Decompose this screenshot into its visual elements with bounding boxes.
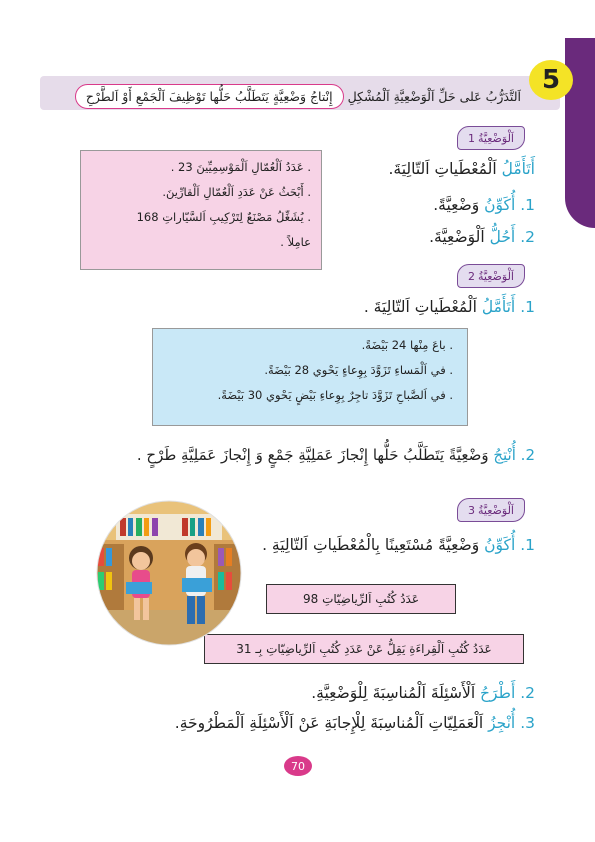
s1-item-0 xyxy=(389,160,536,178)
s2-item-1 xyxy=(364,298,535,316)
situation-tag-2 xyxy=(457,264,525,288)
s1-item-0-text: اَلْمُعْطَياتِ اَلتّالِيَةَ. xyxy=(388,160,502,178)
s3-item-1-index: 1. xyxy=(520,536,535,554)
s2-item-2-verb: أُنْتِجُ xyxy=(493,446,516,464)
s3-item-2 xyxy=(311,684,535,702)
situation-tag-1 xyxy=(457,126,525,150)
s2-data-line: . في اَلصَّباحِ تَزَوَّدَ تاجِرٌ بِوِعاءِ بَيْضٍ يَحْوي 30 بَيْضَةً. xyxy=(217,388,453,402)
s2-item-2-index: 2. xyxy=(520,446,535,464)
s1-item-2-text: اَلْوَضْعِيَّةَ. xyxy=(429,228,490,246)
s3-item-1-verb: أُكَوِّنُ xyxy=(484,536,516,554)
s2-data-line: . باعَ مِنْها 24 بَيْضَةً. xyxy=(361,338,453,352)
illustration-svg xyxy=(96,500,242,646)
situation-tag-label: اَلْوَضْعِيَّةُ xyxy=(478,131,514,145)
s1-item-1 xyxy=(433,196,535,214)
s2-item-1-verb: أَتَأَمَّلُ xyxy=(481,298,516,316)
s1-data-line: عامِلاً . xyxy=(280,235,311,249)
s3-item-1 xyxy=(262,536,535,554)
situation-tag-number: 1 xyxy=(468,131,476,145)
situation-tag-3 xyxy=(457,498,525,522)
side-tab xyxy=(565,38,595,228)
lesson-highlight: إِنْتاجُ وَضْعِيَّةٍ يَتَطَلَّبُ حَلُّها تَوْظِيفَ اَلْجَمْعِ أَوْ اَلطَّرْحِ xyxy=(75,84,344,109)
s2-item-1-text: اَلْمُعْطَياتِ اَلتّالِيَةَ . xyxy=(363,298,482,316)
s1-data-line: . يُشَغِّلُ مَصْنَعٌ لِتَرْكِيبِ اَلسَّيّاراتِ 168 xyxy=(136,210,311,224)
s3-item-2-text: اَلْأَسْئِلَةَ اَلْمُناسِبَةَ لِلْوَضْعِيَّةِ. xyxy=(311,684,481,702)
lesson-title xyxy=(75,84,521,109)
s3-item-3-verb: أُنْجِزُ xyxy=(488,714,516,732)
s3-item-3 xyxy=(175,714,535,732)
s1-item-0-verb: أَتَأَمَّلُ xyxy=(501,160,535,178)
page-number: 70 xyxy=(284,756,312,776)
s3-strip-1: عَدَدُ كُتُبِ اَلرِّياضِيّاتِ 98 xyxy=(266,584,456,614)
lesson-title-text: اَلتَّدَرُّبُ عَلى حَلِّ اَلْوَضْعِيَّةِ اَلْمُشْكِلِ xyxy=(347,89,521,104)
s1-item-1-text: وَضْعِيَّةً. xyxy=(433,196,485,214)
s3-item-3-text: اَلْعَمَلِيّاتِ اَلْمُناسِبَةَ لِلْإِجابَةِ عَنْ اَلْأَسْئِلَةِ اَلْمَطْرُوحَةِ. xyxy=(174,714,489,732)
s1-item-2 xyxy=(429,228,535,246)
s2-item-1-index: 1. xyxy=(520,298,535,316)
s1-item-2-verb: أَحُلُّ xyxy=(489,228,516,246)
s1-data-box xyxy=(80,150,322,270)
s1-item-1-index: 1. xyxy=(520,196,535,214)
situation-tag-number: 2 xyxy=(468,269,476,283)
s3-strip-2: عَدَدُ كُتُبِ اَلْقِراءَةِ يَقِلُّ عَنْ عَدَدِ كُتُبِ اَلرِّياضِيّاتِ بِـ 31 xyxy=(204,634,524,664)
s2-data-line: . في اَلْمَساءِ تَزَوَّدَ بِوِعاءٍ يَحْوي 28 بَيْضَةً. xyxy=(264,363,453,377)
s3-item-1-text: وَضْعِيَّةً مُسْتَعِينًا بِالْمُعْطَياتِ اَلتّالِيَةِ . xyxy=(262,536,485,554)
s2-item-2 xyxy=(137,446,535,464)
situation-tag-label: اَلْوَضْعِيَّةُ xyxy=(478,269,514,283)
s1-data-line: . عَدَدُ اَلْعُمّالِ اَلْمَوْسِمِيِّينَ 23 . xyxy=(170,160,311,174)
s2-item-2-text: وَضْعِيَّةً يَتَطَلَّبُ حَلُّها إِنْجازَ عَمَلِيَّةِ جَمْعٍ وَ إِنْجازَ عَمَلِيَّةِ طَرْحٍ . xyxy=(136,446,494,464)
situation-tag-number: 3 xyxy=(468,503,476,517)
lesson-number-badge: 5 xyxy=(529,60,573,100)
library-children-illustration xyxy=(96,500,242,646)
situation-tag-label: اَلْوَضْعِيَّةُ xyxy=(478,503,514,517)
s2-data-box xyxy=(152,328,468,426)
s3-item-2-index: 2. xyxy=(520,684,535,702)
s1-data-line: . أَبْحَثُ عَنْ عَدَدِ اَلْعُمّالِ اَلْقارِّينَ. xyxy=(162,185,311,199)
s1-item-2-index: 2. xyxy=(520,228,535,246)
s3-item-2-verb: أَطْرَحُ xyxy=(480,684,516,702)
s1-item-1-verb: أُكَوِّنُ xyxy=(484,196,516,214)
s3-item-3-index: 3. xyxy=(520,714,535,732)
